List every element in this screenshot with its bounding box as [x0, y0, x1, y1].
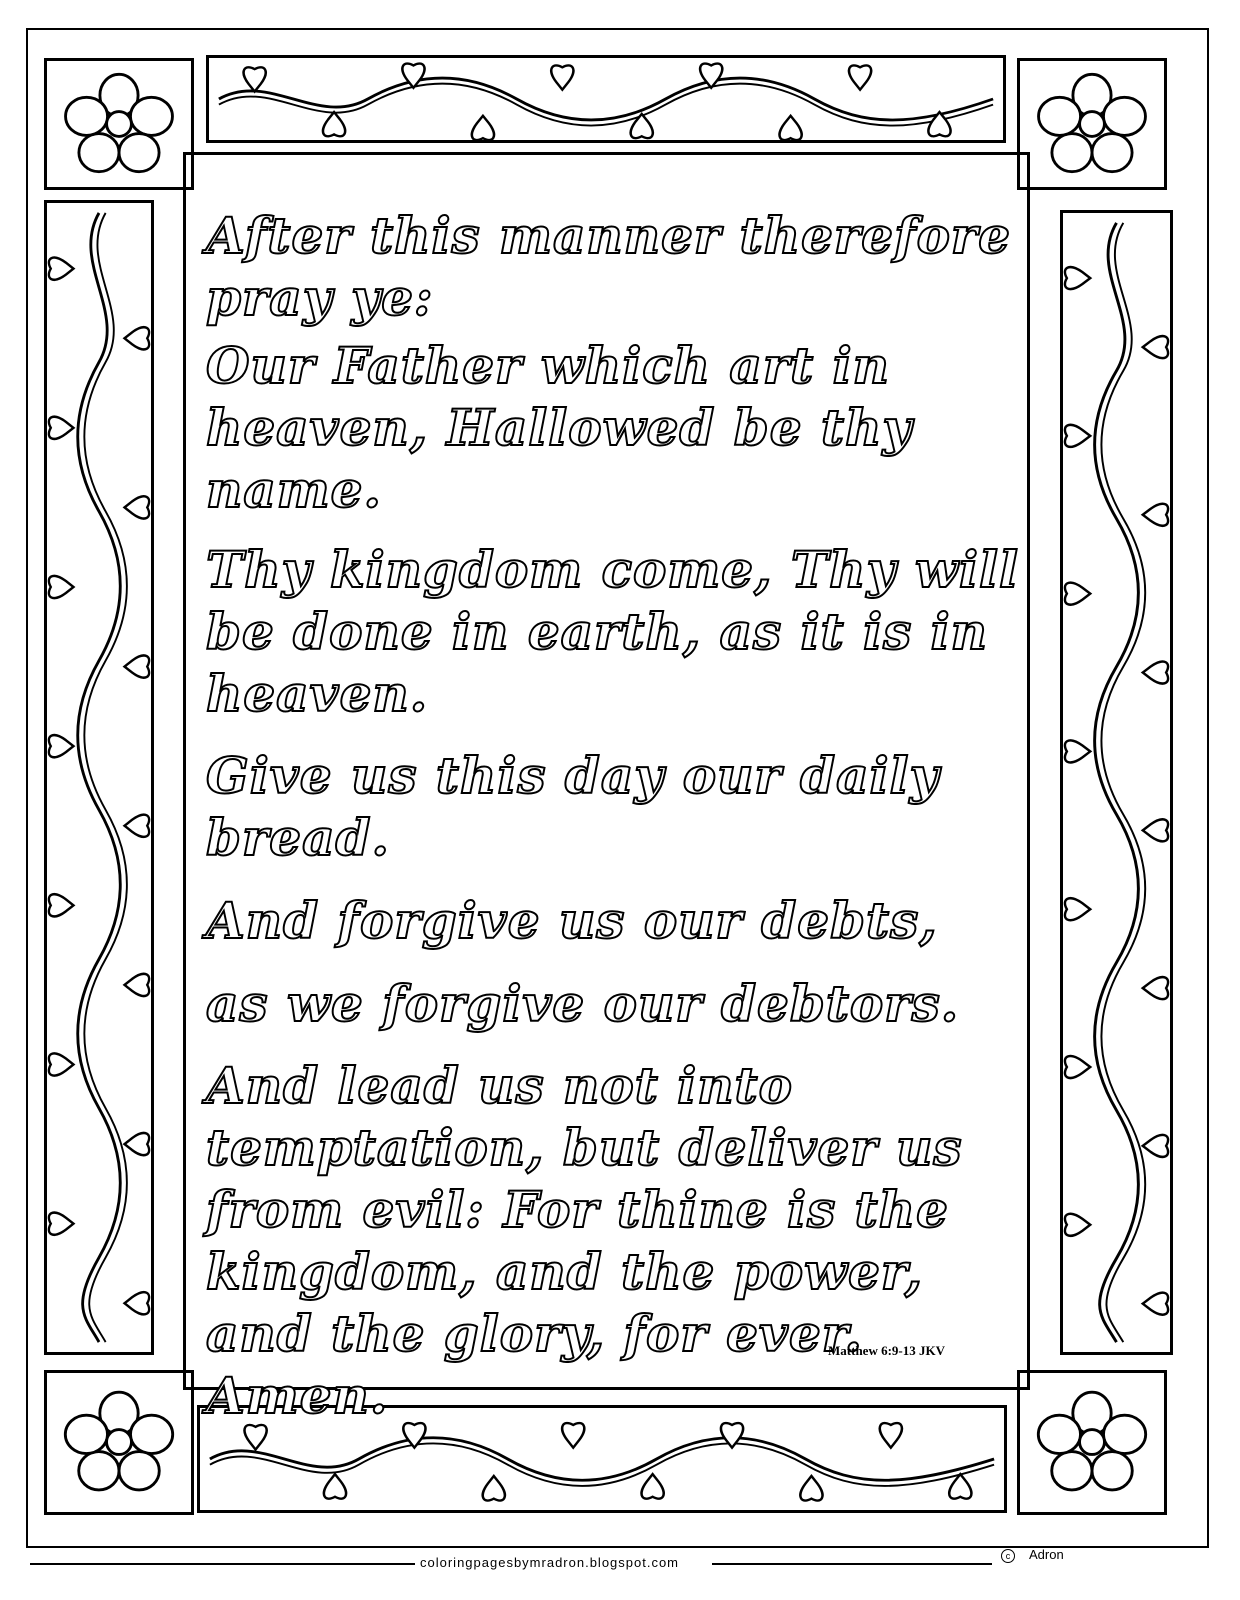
verse-line: Our Father which art in heaven, Hallowed be thy name. — [206, 336, 913, 519]
vine-leaf-icon — [209, 58, 1003, 140]
vine-border-left — [44, 200, 154, 1355]
verse-line: as we forgive our debtors. — [206, 974, 960, 1033]
copyright-notice — [1001, 1547, 1064, 1563]
flower-icon — [1020, 1373, 1164, 1512]
corner-bottom-right — [1017, 1370, 1167, 1515]
flower-icon — [47, 61, 191, 187]
flower-icon — [1020, 61, 1164, 187]
vine-border-right — [1060, 210, 1173, 1355]
copyright-icon: c — [1001, 1549, 1015, 1563]
flower-icon — [47, 1373, 191, 1512]
verse-line: And lead us not into temptation, but deliver us from evil: For thine is the kingdom, and the power, and the glory, for ever. Amen. — [206, 1056, 963, 1425]
footer-divider-left — [30, 1563, 415, 1565]
verse-panel — [183, 152, 1030, 1425]
author-name: Adron — [1029, 1547, 1064, 1562]
scripture-reference: Matthew 6:9-13 JKV — [828, 1343, 945, 1358]
corner-top-left — [44, 58, 194, 190]
verse-line: Give us this day our daily bread. — [206, 746, 940, 867]
vine-border-top — [206, 55, 1006, 143]
vine-leaf-icon — [47, 203, 151, 1352]
corner-bottom-left — [44, 1370, 194, 1515]
footer-divider-right — [712, 1563, 992, 1565]
vine-leaf-icon — [1063, 213, 1170, 1352]
verse-line: After this manner therefore pray ye: — [206, 206, 1012, 327]
verse-line: Thy kingdom come, Thy will be done in earth, as it is in heaven. — [206, 540, 1019, 723]
corner-top-right — [1017, 58, 1167, 190]
verse-line: And forgive us our debts, — [206, 891, 938, 950]
footer-website: coloringpagesbymradron.blogspot.com — [420, 1555, 680, 1570]
